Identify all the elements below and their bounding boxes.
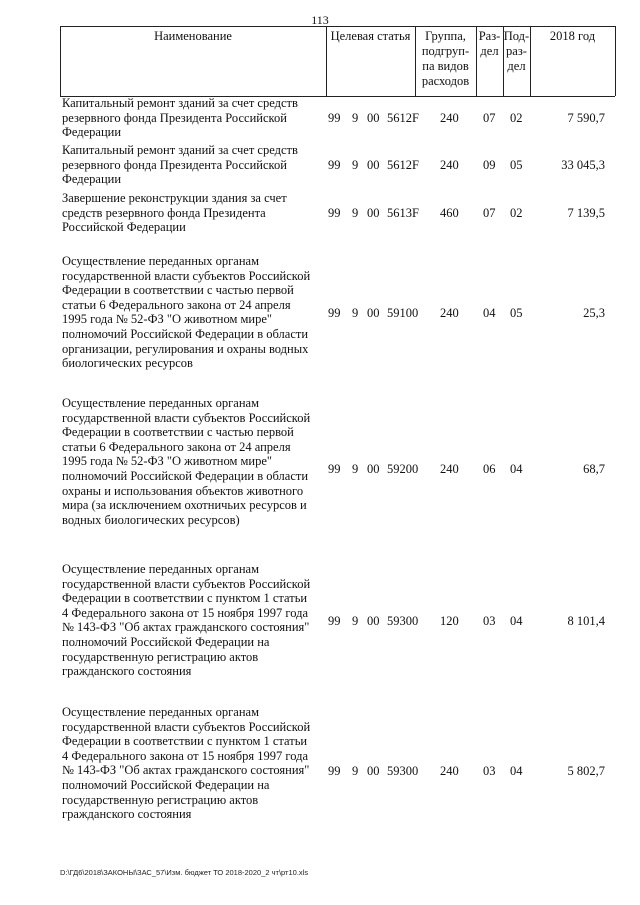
- header-year: 2018 год: [549, 29, 596, 43]
- cell-amount: 7 139,5: [567, 206, 605, 220]
- cell-block: 00: [367, 111, 380, 125]
- cell-group: 240: [440, 158, 459, 172]
- cell-program: 99: [328, 614, 341, 628]
- cell-subsection: 04: [510, 764, 523, 778]
- row-name: Осуществление переданных органам государственной власти субъектов Российской Федерации в соответствии с пунктом 1 статьи 4 Федерального закона от 15 ноября 1997 года № 143-ФЗ "Об актах гражданского состояния" полномочий Российской Федерации на государственную регистрацию актов гражданского состояния: [62, 562, 311, 679]
- cell-code: 5612F: [387, 111, 419, 125]
- row-name: Осуществление переданных органам государственной власти субъектов Российской Федерации в соответствии с частью первой статьи 6 Федерального закона от 24 апреля 1995 года № 52-ФЗ "О животном мире" полномочий Российской Федерации в области охраны и использования объектов животного мира (за исключением охотничьих ресурсов и водных биологических ресурсов): [62, 396, 311, 527]
- cell-section: 03: [483, 764, 496, 778]
- row-name: Завершение реконструкции здания за счет средств резервного фонда Президента Российской Федерации: [62, 191, 287, 235]
- cell-group: 240: [440, 306, 459, 320]
- cell-program: 99: [328, 306, 341, 320]
- cell-group: 240: [440, 462, 459, 476]
- cell-block: 00: [367, 206, 380, 220]
- cell-amount: 7 590,7: [567, 111, 605, 125]
- cell-subsection: 02: [510, 206, 523, 220]
- cell-section: 06: [483, 462, 496, 476]
- cell-block: 00: [367, 462, 380, 476]
- cell-section: 07: [483, 111, 496, 125]
- row-name: Капитальный ремонт зданий за счет средств резервного фонда Президента Российской Федерации: [62, 96, 298, 140]
- row-name: Капитальный ремонт зданий за счет средств резервного фонда Президента Российской Федерации: [62, 143, 298, 187]
- cell-code: 59300: [387, 764, 419, 778]
- cell-amount: 68,7: [583, 462, 605, 476]
- cell-sub: 9: [352, 306, 359, 320]
- cell-subsection: 05: [510, 158, 523, 172]
- cell-subsection: 02: [510, 111, 523, 125]
- header-name: Наименование: [154, 29, 232, 43]
- cell-sub: 9: [352, 462, 359, 476]
- cell-code: 5613F: [387, 206, 419, 220]
- header-group: Группа, подгруп- па видов расходов: [421, 29, 470, 88]
- header-subsection: Под- раз- дел: [503, 29, 530, 73]
- cell-program: 99: [328, 764, 341, 778]
- cell-amount: 8 101,4: [567, 614, 605, 628]
- cell-section: 09: [483, 158, 496, 172]
- cell-section: 04: [483, 306, 496, 320]
- cell-block: 00: [367, 158, 380, 172]
- cell-amount: 5 802,7: [567, 764, 605, 778]
- cell-subsection: 04: [510, 462, 523, 476]
- cell-group: 460: [440, 206, 459, 220]
- cell-amount: 25,3: [583, 306, 605, 320]
- cell-program: 99: [328, 111, 341, 125]
- cell-amount: 33 045,3: [561, 158, 605, 172]
- header-section: Раз- дел: [478, 29, 501, 58]
- cell-sub: 9: [352, 206, 359, 220]
- table-header: [60, 26, 615, 96]
- row-name: Осуществление переданных органам государственной власти субъектов Российской Федерации в соответствии с пунктом 1 статьи 4 Федерального закона от 15 ноября 1997 года № 143-ФЗ "Об актах гражданского состояния" полномочий Российской Федерации на государственную регистрацию актов гражданского состояния: [62, 705, 311, 822]
- file-path-footer: D:\ГД6\2018\ЗАКОНЫ\ЗАС_57\Изм. бюджет ТО 2018-2020_2 чт\рт10.xls: [60, 868, 309, 877]
- cell-section: 03: [483, 614, 496, 628]
- cell-subsection: 05: [510, 306, 523, 320]
- cell-sub: 9: [352, 111, 359, 125]
- cell-section: 07: [483, 206, 496, 220]
- page-number: 113: [311, 13, 329, 27]
- row-name: Осуществление переданных органам государственной власти субъектов Российской Федерации в соответствии с частью первой статьи 6 Федерального закона от 24 апреля 1995 года № 52-ФЗ "О животном мире" полномочий Российской Федерации в области организации, регулирования и охраны водных биологических ресурсов: [62, 254, 311, 371]
- cell-code: 59100: [387, 306, 419, 320]
- cell-sub: 9: [352, 764, 359, 778]
- cell-code: 59200: [387, 462, 419, 476]
- cell-code: 5612F: [387, 158, 419, 172]
- cell-program: 99: [328, 462, 341, 476]
- cell-block: 00: [367, 614, 380, 628]
- cell-program: 99: [328, 206, 341, 220]
- cell-group: 240: [440, 111, 459, 125]
- cell-program: 99: [328, 158, 341, 172]
- header-top-border: [60, 26, 615, 27]
- cell-sub: 9: [352, 158, 359, 172]
- cell-block: 00: [367, 306, 380, 320]
- header-target-article: Целевая статья: [330, 29, 411, 43]
- cell-sub: 9: [352, 614, 359, 628]
- cell-block: 00: [367, 764, 380, 778]
- cell-group: 120: [440, 614, 459, 628]
- cell-subsection: 04: [510, 614, 523, 628]
- cell-group: 240: [440, 764, 459, 778]
- cell-code: 59300: [387, 614, 419, 628]
- header-divider: [615, 26, 616, 96]
